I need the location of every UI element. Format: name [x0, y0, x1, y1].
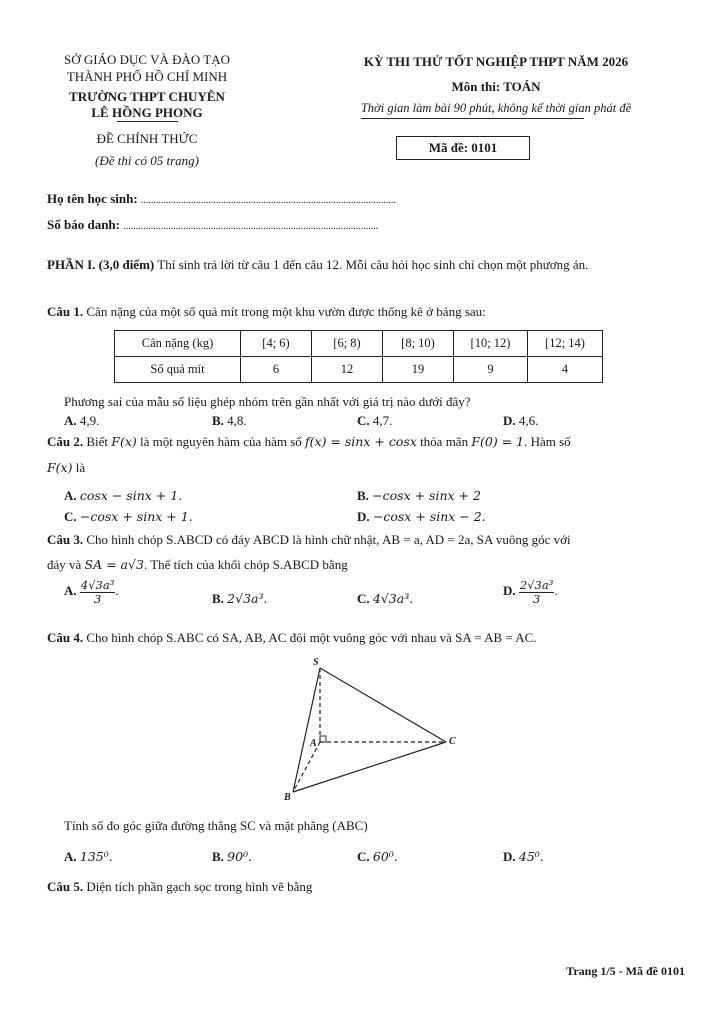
- q2-text: Biết: [83, 434, 112, 449]
- option-text: 135⁰.: [79, 849, 113, 864]
- section-1-label: PHẦN I. (3,0 điểm): [47, 257, 155, 272]
- option-key: D.: [503, 413, 516, 428]
- option-fraction: [519, 579, 554, 606]
- option-text: −cosx + sinx − 2.: [372, 509, 486, 524]
- question-2: [47, 432, 682, 452]
- q5-text: Diện tích phần gạch sọc trong hình vẽ bằng: [83, 879, 313, 894]
- question-1-label: Câu 1.: [47, 304, 84, 319]
- option-fraction: [80, 579, 115, 606]
- exam-title: KỲ THI THỬ TỐT NGHIỆP THPT NĂM 2026: [363, 54, 629, 69]
- question-2-label: Câu 2.: [47, 434, 84, 449]
- q2-option-a[interactable]: [64, 487, 182, 505]
- option-key: A.: [64, 488, 77, 503]
- option-text: −cosx + sinx + 1.: [79, 509, 193, 524]
- option-key: D.: [357, 509, 370, 524]
- question-3: [47, 530, 682, 550]
- student-id-row: [47, 215, 378, 237]
- option-key: D.: [503, 583, 516, 598]
- option-key: B.: [212, 849, 224, 864]
- option-key: B.: [212, 591, 224, 606]
- table-cell: [12; 14): [528, 331, 603, 357]
- option-text: −cosx + sinx + 2: [372, 488, 481, 503]
- q3-text: Cho hình chóp S.ABCD có đáy ABCD là hình chữ nhật, AB = a, AD = 2a, SA vuông góc với: [83, 532, 571, 547]
- option-key: A.: [64, 849, 77, 864]
- q1-option-d[interactable]: [503, 412, 538, 430]
- q2-text: là một nguyên hàm của hàm số: [136, 434, 306, 449]
- q1-option-c[interactable]: [357, 412, 392, 430]
- option-text: 90⁰.: [227, 849, 253, 864]
- vertex-label-a: A: [310, 738, 317, 749]
- option-key: A.: [64, 583, 77, 598]
- table-cell: 19: [383, 357, 454, 383]
- q2-option-d[interactable]: [357, 508, 486, 526]
- option-key: A.: [64, 413, 77, 428]
- q2-option-b[interactable]: [357, 487, 481, 505]
- option-key: B.: [212, 413, 224, 428]
- option-key: C.: [357, 413, 370, 428]
- edge-sb: [293, 668, 320, 792]
- q4-option-a[interactable]: [64, 848, 113, 866]
- vertex-label-s: S: [313, 657, 319, 668]
- table-header-weight: Cân nặng (kg): [115, 331, 241, 357]
- school-line-1: TRƯỜNG THPT CHUYÊN: [69, 89, 225, 104]
- question-4-label: Câu 4.: [47, 630, 84, 645]
- q3-option-c[interactable]: [357, 590, 413, 608]
- student-id-label: Số báo danh:: [47, 217, 120, 232]
- question-2-line-2: [47, 458, 682, 478]
- fraction-denominator: 3: [532, 591, 541, 606]
- q4-option-b[interactable]: [212, 848, 252, 866]
- subject-label: Môn thi: TOÁN: [451, 79, 541, 94]
- q1-option-b[interactable]: [212, 412, 247, 430]
- student-id-dots: ......................................................................................................: [123, 221, 379, 232]
- option-key: D.: [503, 849, 516, 864]
- option-text: 4,9.: [79, 413, 100, 428]
- q4-text: Cho hình chóp S.ABC có SA, AB, AC đôi một vuông góc với nhau và SA = AB = AC.: [83, 630, 537, 645]
- table-cell: 9: [454, 357, 528, 383]
- page-count-note: (Đề thi có 05 trang): [95, 153, 199, 168]
- q2-math: F(x): [111, 434, 137, 449]
- question-3-line-2: [47, 555, 682, 575]
- option-key: C.: [357, 591, 370, 606]
- question-3-label: Câu 3.: [47, 532, 84, 547]
- q4-option-d[interactable]: [503, 848, 544, 866]
- q1-option-a[interactable]: [64, 412, 99, 430]
- school-underline: [117, 121, 178, 122]
- q2-math: f(x) = sinx + cosx: [305, 434, 417, 449]
- exam-code-box: Mã đề: 0101: [396, 136, 530, 160]
- official-label: ĐỀ CHÍNH THỨC: [96, 131, 198, 146]
- table-row-weight: [115, 331, 603, 357]
- option-key: B.: [357, 488, 369, 503]
- option-text: 45⁰.: [518, 849, 544, 864]
- table-cell: 12: [312, 357, 383, 383]
- q3-text: . Thể tích của khối chóp S.ABCD bằng: [143, 557, 348, 572]
- q2-text: . Hàm số: [524, 434, 571, 449]
- fraction-denominator: 3: [93, 591, 102, 606]
- question-1-table: [114, 330, 603, 383]
- table-header-count: Số quả mít: [115, 357, 241, 383]
- q3-math: SA = a√3: [84, 557, 144, 572]
- option-text: cosx − sinx + 1.: [79, 488, 183, 503]
- time-note: Thời gian làm bài 90 phút, không kể thời gian phát đề: [360, 101, 632, 115]
- student-name-row: [47, 189, 396, 211]
- student-name-dots: ......................................................................................................: [140, 195, 396, 206]
- page-footer: Trang 1/5 - Mã đề 0101: [566, 964, 685, 978]
- q2-text: là: [72, 460, 86, 475]
- option-text: 4,6.: [518, 413, 539, 428]
- question-5: [47, 877, 682, 897]
- option-key: C.: [64, 509, 77, 524]
- option-text: 4,8.: [227, 413, 247, 428]
- city-line: THÀNH PHỐ HỒ CHÍ MINH: [66, 69, 228, 84]
- fraction-numerator: 4√3a³: [80, 577, 115, 592]
- question-1-text: Cân nặng của một số quả mít trong một khu vườn được thống kê ở bảng sau:: [83, 304, 486, 319]
- option-text: 60⁰.: [372, 849, 398, 864]
- right-angle-mark: [320, 736, 326, 742]
- option-text: 4,7.: [372, 413, 393, 428]
- q3-option-a[interactable]: A. $\frac{\text{4√3a³}}{3}$ .: [64, 577, 119, 606]
- q2-option-c[interactable]: [64, 508, 193, 526]
- question-5-label: Câu 5.: [47, 879, 84, 894]
- table-cell: [10; 12): [454, 331, 528, 357]
- option-text: 4√3a³.: [372, 591, 414, 606]
- q2-math: F(x): [47, 460, 73, 475]
- option-key: C.: [357, 849, 370, 864]
- pyramid-figure: [270, 652, 470, 804]
- question-1: [47, 302, 682, 322]
- q2-text: thỏa mãn: [416, 434, 472, 449]
- table-cell: 6: [241, 357, 312, 383]
- school-line-2: LÊ HỒNG PHONG: [91, 105, 203, 120]
- fraction-numerator: 2√3a³: [519, 577, 554, 592]
- question-4: [47, 628, 682, 648]
- question-1-prompt: Phương sai của mẫu số liệu ghép nhóm trên gần nhất với giá trị nào dưới đây?: [64, 394, 471, 409]
- table-cell: 4: [528, 357, 603, 383]
- table-cell: [4; 6): [241, 331, 312, 357]
- table-cell: [8; 10): [383, 331, 454, 357]
- q3-option-d[interactable]: D. $\frac{\text{2√3a³}}{3}$ .: [503, 577, 558, 606]
- q3-text: đáy và: [47, 557, 85, 572]
- q3-option-b[interactable]: [212, 590, 267, 608]
- student-name-label: Họ tên học sinh:: [47, 191, 138, 206]
- edge-sc: [320, 668, 446, 742]
- section-1-instructions: [47, 255, 682, 275]
- question-4-prompt: Tính số đo góc giữa đường thẳng SC và mặt phẳng (ABC): [64, 818, 368, 833]
- table-row-count: [115, 357, 603, 383]
- table-cell: [6; 8): [312, 331, 383, 357]
- dept-line: SỞ GIÁO DỤC VÀ ĐÀO TẠO: [64, 52, 230, 67]
- option-text: 2√3a³.: [227, 591, 268, 606]
- time-underline: [361, 118, 584, 119]
- vertex-label-b: B: [284, 792, 291, 803]
- section-1-text: Thí sinh trả lời từ câu 1 đến câu 12. Mỗi câu hỏi học sinh chỉ chọn một phương án.: [154, 257, 589, 272]
- q4-option-c[interactable]: [357, 848, 398, 866]
- vertex-label-c: C: [449, 736, 456, 747]
- q2-math: F(0) = 1: [471, 434, 525, 449]
